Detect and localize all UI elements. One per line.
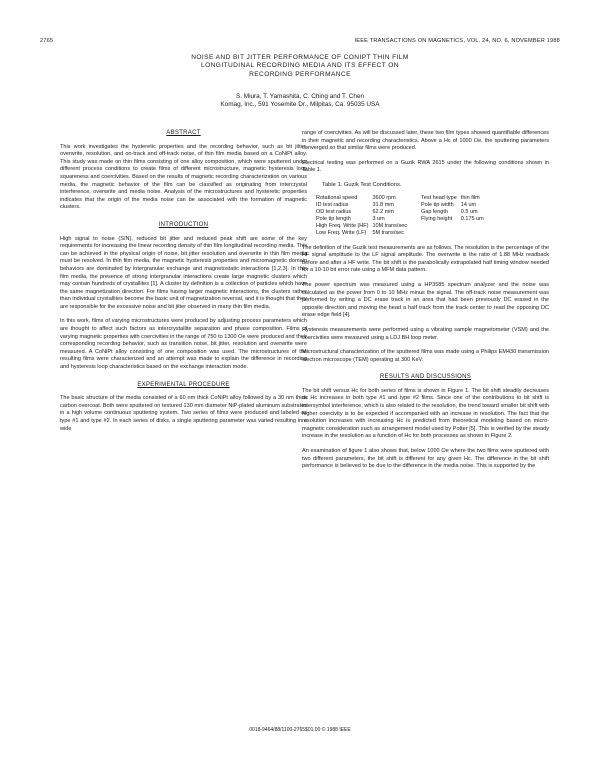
body-paragraph: range of coercivities. As will be discussed later, these two film types showed quantifiable differences in their magnetic and recording characteristics. Above a Hc of 1000 Oe, the sputtering parameters converged so that similar films were produced.: [302, 130, 549, 152]
table-cell: [461, 230, 488, 237]
experimental-heading: EXPERIMENTAL PROCEDURE: [137, 381, 230, 388]
body-paragraph: Microstructural characterization of the sputtered films was made using a Philips EM430 transmission electron microscope (TEM) operating at 300 KeV.: [302, 349, 549, 363]
table-row: [316, 230, 488, 237]
table-cell: 3600 rpm: [372, 194, 396, 201]
table-cell: [421, 230, 461, 237]
table-row: [316, 216, 488, 223]
body-paragraph: High signal to noise (S/N), reduced bit jitter and reduced peak shift are some of the key requirements for increasing the linear recording density of thin film longitudinal recording media. This can be achieved in the physical origin of noise, bit jitter resolution and overwrite in thin film media must be resolved. In thin film media, the magnetic hysteresis properties and micromagnetic domain behaviors are dominated by intergranular exchange and magnetostatic interactions [1,2,3]. In thin film media, the presence of strong intergranular interactions create large magnetic clusters which may contain hundreds of crystallites [1]. A cluster by definition is a collection of particles which have the same magnetization direction. For films having larger magnetic interactions, the clusters rather than individual crystallites become the basic unit of magnetization reversal, and it is thought that they are responsible for the excessive noise and bit jitter observed in many thin film media.: [60, 235, 307, 310]
body-paragraph: The bit shift versus Hc for both series of films is shown in Figure 1. The bit shift steadily decreases as Hc increases in both type #1 and type #2 films. Since one of the contributions to bit shift is intersymbol interference, which is also related to the resolution, the trend toward smaller bit shift with higher coercivity is to be expected if accompanied with an increase in resolution. The fact that the resolution increases with increasing Hc is predicted from theoretical modeling based on micro-magnetic consideration such as arrangement model used by Potter [5]. This is verified by the steady increase in the resolution as a function of Hc for both processes as shown in Figure 2.: [302, 387, 549, 440]
body-paragraph: Electrical testing was performed on a Guzik RWA 2615 under the following conditions shown in Table 1.: [302, 159, 549, 174]
table-cell: 31.8 mm: [372, 201, 394, 208]
table-cell: Flying height: [421, 215, 453, 222]
table-row: [316, 202, 488, 209]
table-caption: Table 1. Guzik Test Conditions.: [322, 181, 402, 188]
body-paragraph: The power spectrum was measured using a HP3585 spectrum analyzer and the noise was calculated as the power from 0 to 10 MHz minus the signal. The off-track noise measurement was performed by writing a DC erase track in an area that had been previously DC erased in the opposite direction and moving the head a half track from the track center to read the opposing DC erase edge field [4].: [302, 281, 549, 319]
author-block: [40, 93, 560, 109]
table-cell: 3 um: [372, 215, 385, 222]
table-row: [316, 223, 488, 230]
table-cell: [421, 223, 461, 230]
abstract-heading: ABSTRACT: [166, 130, 201, 136]
copyright-footer: 0018-9464/88/1100-2765$01.00 © 1988 IEEE: [249, 727, 351, 733]
table-cell: ID test radius: [316, 201, 349, 208]
table-row: [316, 209, 488, 216]
title-line: RECORDING PERFORMANCE: [249, 70, 351, 78]
table-cell: 0.175 um: [460, 215, 484, 222]
paper-title: [40, 54, 560, 79]
table-cell: 62.2 mm: [372, 208, 394, 215]
author-names: S. Miura, T. Yamashita, C. Ching and T. Chen: [235, 93, 365, 101]
table-cell: Test head type: [421, 194, 457, 201]
left-column: [60, 130, 307, 440]
body-paragraph: An examination of figure 1 also shows that, below 1000 Oe where the two films were sputtered with two different parameters, the bit shift is different for any given Hc. The difference in the bit shift performance is believed to be due to the difference in the media noise. This is supported by the: [302, 448, 549, 470]
body-paragraph: Hysteresis measurements were performed using a vibrating sample magnetometer (VSM) and the coercivities were measured using a LDJ BH loop meter.: [302, 326, 549, 341]
table-cell: 14 um: [460, 201, 477, 208]
table-cell: 0.5 um: [460, 208, 478, 215]
table-cell: OD test radius: [316, 208, 352, 215]
page-number: 2765: [40, 38, 54, 44]
table-cell: High Freq. Write (HF): [316, 222, 369, 229]
running-header: [40, 38, 560, 48]
body-paragraph: The basic structure of the media consisted of a 60 nm thick CoNiPt alloy followed by a 30 nm thick carbon overcoat. Both were sputtered on textured 130 mm diameter NiP-plated aluminum substrates in a high volume continuous sputtering system. Two series of films were produced and labeled as type #1 and type #2. In each series of disks, a single sputtering parameter was varied resulting in a wide: [60, 395, 307, 432]
title-line: LONGITUDINAL RECORDING MEDIA AND ITS EFFECT ON: [201, 62, 399, 70]
title-line: NOISE AND BIT JITTER PERFORMANCE OF CONIPT THIN FILM: [191, 54, 409, 61]
body-paragraph: In this work, films of varying microstructures were produced by adjusting process parameters which are thought to affect such factors as intercrystallite separation and phase composition. Films of varying magnetic properties with coercivities in the range of 750 to 1300 Oe were produced and their corresponding recording behavior, such as transition noise, bit jitter, resolution and overwrite were measured. A CoNiPt alloy consisting of one composition was used. The microstructures of the resulting films were characterized and an attempt was made to explain the difference in recording and hysteresis loop characteristics based on the exchange interaction mode.: [60, 318, 307, 371]
table-cell: [461, 223, 488, 230]
title-block: [40, 54, 560, 109]
body-paragraph: The definition of the Guzik test measurements are as follows. The resolution is the percentage of the HF signal amplitude to the LF signal amplitude. The overwrite is the ratio of 1.88 MHz readback before and after a HF write. The bit shift is the parabolically extrapolated half timing window needed for a 10-10 bit error rate using a MFM data pattern.: [302, 244, 549, 274]
abstract-paragraph: This work investigates the hysteretic properties and the recording behavior, such as bit jitter, overwrite, resolution, and on-track and off-track noise, of thin film media based on a CoNiPt alloy. This study was made on thin films consisting of one alloy composition, which were sputtered under different process conditions to create films of different microstructure, magnetic hysteresis loop squareness and coercivities. Based on the results of magnetic recording characterization on various media, the magnetic behavior of the film can be classified as originating from intercrystal interference, overwrite and media noise. Analysis of the microstructures and hysteretic properties indicates that the origin of the media noise can be associated with the formation of magnetic clusters.: [60, 143, 307, 211]
table-cell: 5M trans/sec: [372, 229, 404, 236]
table-cell: Low Freq. Write (LF): [316, 229, 367, 236]
table-cell: Gap length: [421, 208, 448, 215]
table-cell: Rotational speed: [316, 194, 358, 201]
table-cell: 10M trans/sec: [372, 222, 408, 229]
author-affiliation: Komag, Inc., 591 Yosemite Dr., Milpitas, Ca. 95035 USA: [220, 101, 380, 109]
table-cell: thin film: [460, 194, 480, 201]
introduction-heading: INTRODUCTION: [158, 221, 209, 228]
results-heading: RESULTS AND DISCUSSIONS: [379, 374, 472, 381]
table-row: [316, 195, 488, 202]
test-conditions-table: [316, 195, 488, 237]
table-cell: Pole tip width: [421, 201, 454, 208]
right-column: [302, 130, 549, 478]
journal-reference: IEEE TRANSACTIONS ON MAGNETICS, VOL. 24, NO. 6, NOVEMBER 1988: [354, 38, 560, 44]
table-cell: Pole tip length: [316, 215, 351, 222]
